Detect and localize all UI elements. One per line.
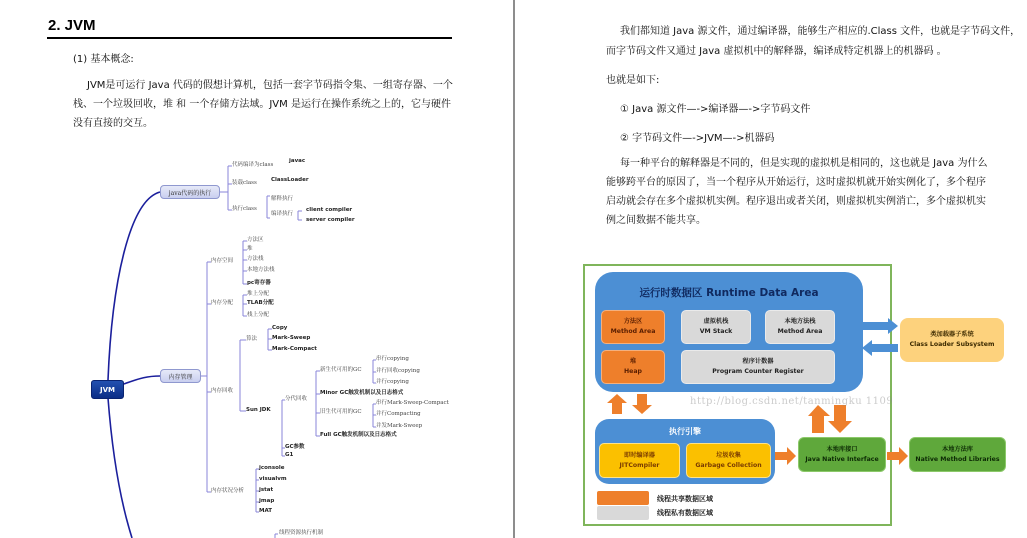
jit-compiler-box: [599, 443, 680, 478]
mm-compile-exec: 编译执行: [271, 211, 294, 217]
vm-stack-en: VM Stack: [699, 328, 733, 335]
native-stack-cn: 本地方法栈: [784, 318, 816, 325]
mm-gc-params: GC参数: [285, 444, 305, 450]
watermark-text: http://blog.csdn.net/tanmingku 1109: [690, 396, 894, 407]
method-area-box: [601, 310, 665, 344]
mm-parallel-copying: 并行copying: [376, 379, 409, 385]
legend-shared-label: 线程共享数据区域: [657, 495, 713, 503]
mm-jmap: jmap: [259, 498, 275, 504]
mm-memory-analysis: 内存状况分析: [211, 488, 245, 494]
mm-heap: 堆: [247, 246, 253, 252]
mm-serial-msc: 串行Mark-Sweep-Compact: [376, 400, 449, 406]
mindmap-root-jvm: JVM: [91, 380, 124, 399]
mm-minor-gc: Minor GC触发机制以及日志格式: [320, 390, 404, 396]
heap-en: Heap: [624, 368, 642, 375]
mm-load-class: 装载class: [232, 180, 257, 186]
mm-method-stack: 方法栈: [247, 256, 264, 262]
legend-private-label: 线程私有数据区域: [657, 509, 713, 517]
exec-jni-arrow-icon: [775, 447, 797, 465]
step-1: ① Java 源文件—->编译器—->字节码文件: [620, 104, 811, 115]
mm-javac: javac: [289, 158, 306, 164]
pc-register-box: [681, 350, 835, 384]
pc-register-en: Program Counter Register: [712, 368, 804, 375]
mm-tlab-alloc: TLAB分配: [247, 300, 274, 306]
method-area-cn: 方法区: [623, 318, 643, 325]
mm-stack-alloc: 栈上分配: [247, 312, 270, 318]
native-stack-box: [765, 310, 835, 344]
mm-algorithm: 算法: [246, 336, 258, 342]
mm-mark-sweep: Mark-Sweep: [272, 335, 311, 341]
runtime-data-area-title: 运行时数据区 Runtime Data Area: [639, 287, 819, 299]
step-2: ② 字节码文件—->JVM—->机器码: [620, 133, 775, 144]
mm-old-gc: 旧生代可用的GC: [320, 409, 362, 415]
pc-register-cn: 程序计数器: [742, 358, 774, 365]
mm-jconsole: jconsole: [259, 465, 285, 471]
runtime-data-area: [595, 272, 863, 392]
heap-box: [601, 350, 665, 384]
legend-shared-swatch: [597, 491, 649, 505]
mm-method-area: 方法区: [247, 237, 264, 243]
class-loader-subsystem-box: [900, 318, 1004, 362]
native-method-libraries-box: [909, 437, 1006, 472]
mm-thread-exec: 线程资源执行机制: [279, 530, 324, 536]
rda-exec-arrows-icon: [607, 394, 657, 418]
gc-box: [686, 443, 771, 478]
jvm-architecture-diagram: [583, 264, 892, 526]
subheading: (1) 基本概念:: [73, 54, 134, 65]
mm-client-compiler: client compiler: [306, 207, 353, 213]
execution-engine: [595, 419, 775, 484]
mm-full-gc: Full GC触发机制以及日志格式: [320, 432, 397, 438]
mm-jstat: jstat: [259, 487, 274, 493]
heap-cn: 堆: [629, 358, 637, 365]
mm-young-gc: 新生代可用的GC: [320, 367, 362, 373]
left-page: [0, 0, 513, 538]
jit-cn: 即时编译器: [624, 451, 655, 459]
jni-en: Java Native Interface: [805, 455, 879, 463]
mindmap-node-java-exec: java代码的执行: [160, 185, 220, 199]
mm-copy: Copy: [272, 325, 288, 331]
mm-parallel-compacting: 并行Compacting: [376, 411, 421, 417]
mm-server-compiler: server compiler: [306, 217, 355, 223]
jni-native-lib-arrow-icon: [887, 447, 909, 465]
mm-heap-alloc: 堆上分配: [247, 291, 270, 297]
para1-line2: 而字节码文件又通过 Java 虚拟机中的解释器，编译成特定机器上的机器码 。: [606, 46, 947, 57]
method-area-en: Method Area: [610, 328, 656, 335]
execution-engine-title: 执行引擎: [669, 427, 701, 436]
intro-paragraph: JVM是可运行 Java 代码的假想计算机，包括一套字节码指令集、一组寄存器、一个栈、一个垃圾回收，堆 和 一个存储方法域。JVM 是运行在操作系统之上的，它与硬件没有直接的交互。: [73, 80, 453, 129]
legend-private-swatch: [597, 506, 649, 520]
mm-interpret: 解释执行: [271, 196, 294, 202]
mm-serial-copying: 串行copying: [376, 356, 409, 362]
native-libs-en: Native Method Libraries: [915, 455, 1000, 463]
para2: 每一种平台的解释器是不同的，但是实现的虚拟机是相同的，这也就是 Java 为什么能够跨平台的原因了，当一个程序从开始运行，这时虚拟机就开始实例化了，多个程序启动就会存在多个虚拟机实例。程序退出或者关闭，则虚拟机实例消亡，多个虚拟机实例之间数据不能共享。: [606, 158, 988, 226]
jvm-mindmap: [0, 0, 513, 538]
mm-visualvm: visualvm: [259, 476, 287, 482]
mm-mat: MAT: [259, 508, 273, 514]
mm-exec-class: 执行class: [232, 206, 257, 212]
intro-line: 也就是如下:: [606, 75, 660, 86]
class-loader-en: Class Loader Subsystem: [909, 341, 995, 348]
mm-classloader: ClassLoader: [271, 177, 309, 183]
jni-cn: 本地库接口: [826, 445, 858, 453]
jni-box: [798, 437, 886, 472]
mm-memory-gc: 内存回收: [211, 388, 234, 394]
mm-mark-compact: Mark-Compact: [272, 346, 317, 352]
jit-en: JITCompiler: [619, 461, 660, 469]
mm-generational: 分代回收: [285, 396, 308, 402]
mm-sun-jdk: Sun JDK: [246, 407, 271, 413]
native-stack-en: Method Area: [777, 328, 823, 335]
rda-jni-arrows-icon: [808, 405, 854, 435]
mindmap-node-memory-mgmt: 内存管理: [160, 369, 201, 383]
mm-memory-space: 内存空间: [211, 258, 234, 264]
para1-line1: 我们都知道 Java 源文件，通过编译器，能够生产相应的.Class 文件，也就是字节码文件，: [620, 26, 1021, 37]
native-libs-cn: 本地方法库: [942, 445, 973, 453]
class-loader-cn: 类加载器子系统: [930, 331, 974, 338]
mm-native-stack: 本地方法栈: [247, 267, 275, 273]
class-loader-arrows-icon: [862, 318, 902, 358]
vm-stack-cn: 虚拟机栈: [703, 318, 729, 325]
mm-parallel-scavenge-copying: 并行回收copying: [376, 368, 420, 374]
section-heading: 2. JVM: [48, 17, 96, 34]
mm-concurrent-ms: 并发Mark-Sweep: [376, 423, 423, 429]
mm-pc-register: pc寄存器: [247, 280, 271, 286]
mm-g1: G1: [285, 452, 294, 458]
mm-memory-alloc: 内存分配: [211, 300, 234, 306]
mm-compile-class: 代码编译为class: [232, 162, 274, 168]
vm-stack-box: [681, 310, 751, 344]
gc-en: Garbage Collection: [695, 461, 762, 469]
gc-cn: 垃圾收集: [716, 451, 741, 459]
